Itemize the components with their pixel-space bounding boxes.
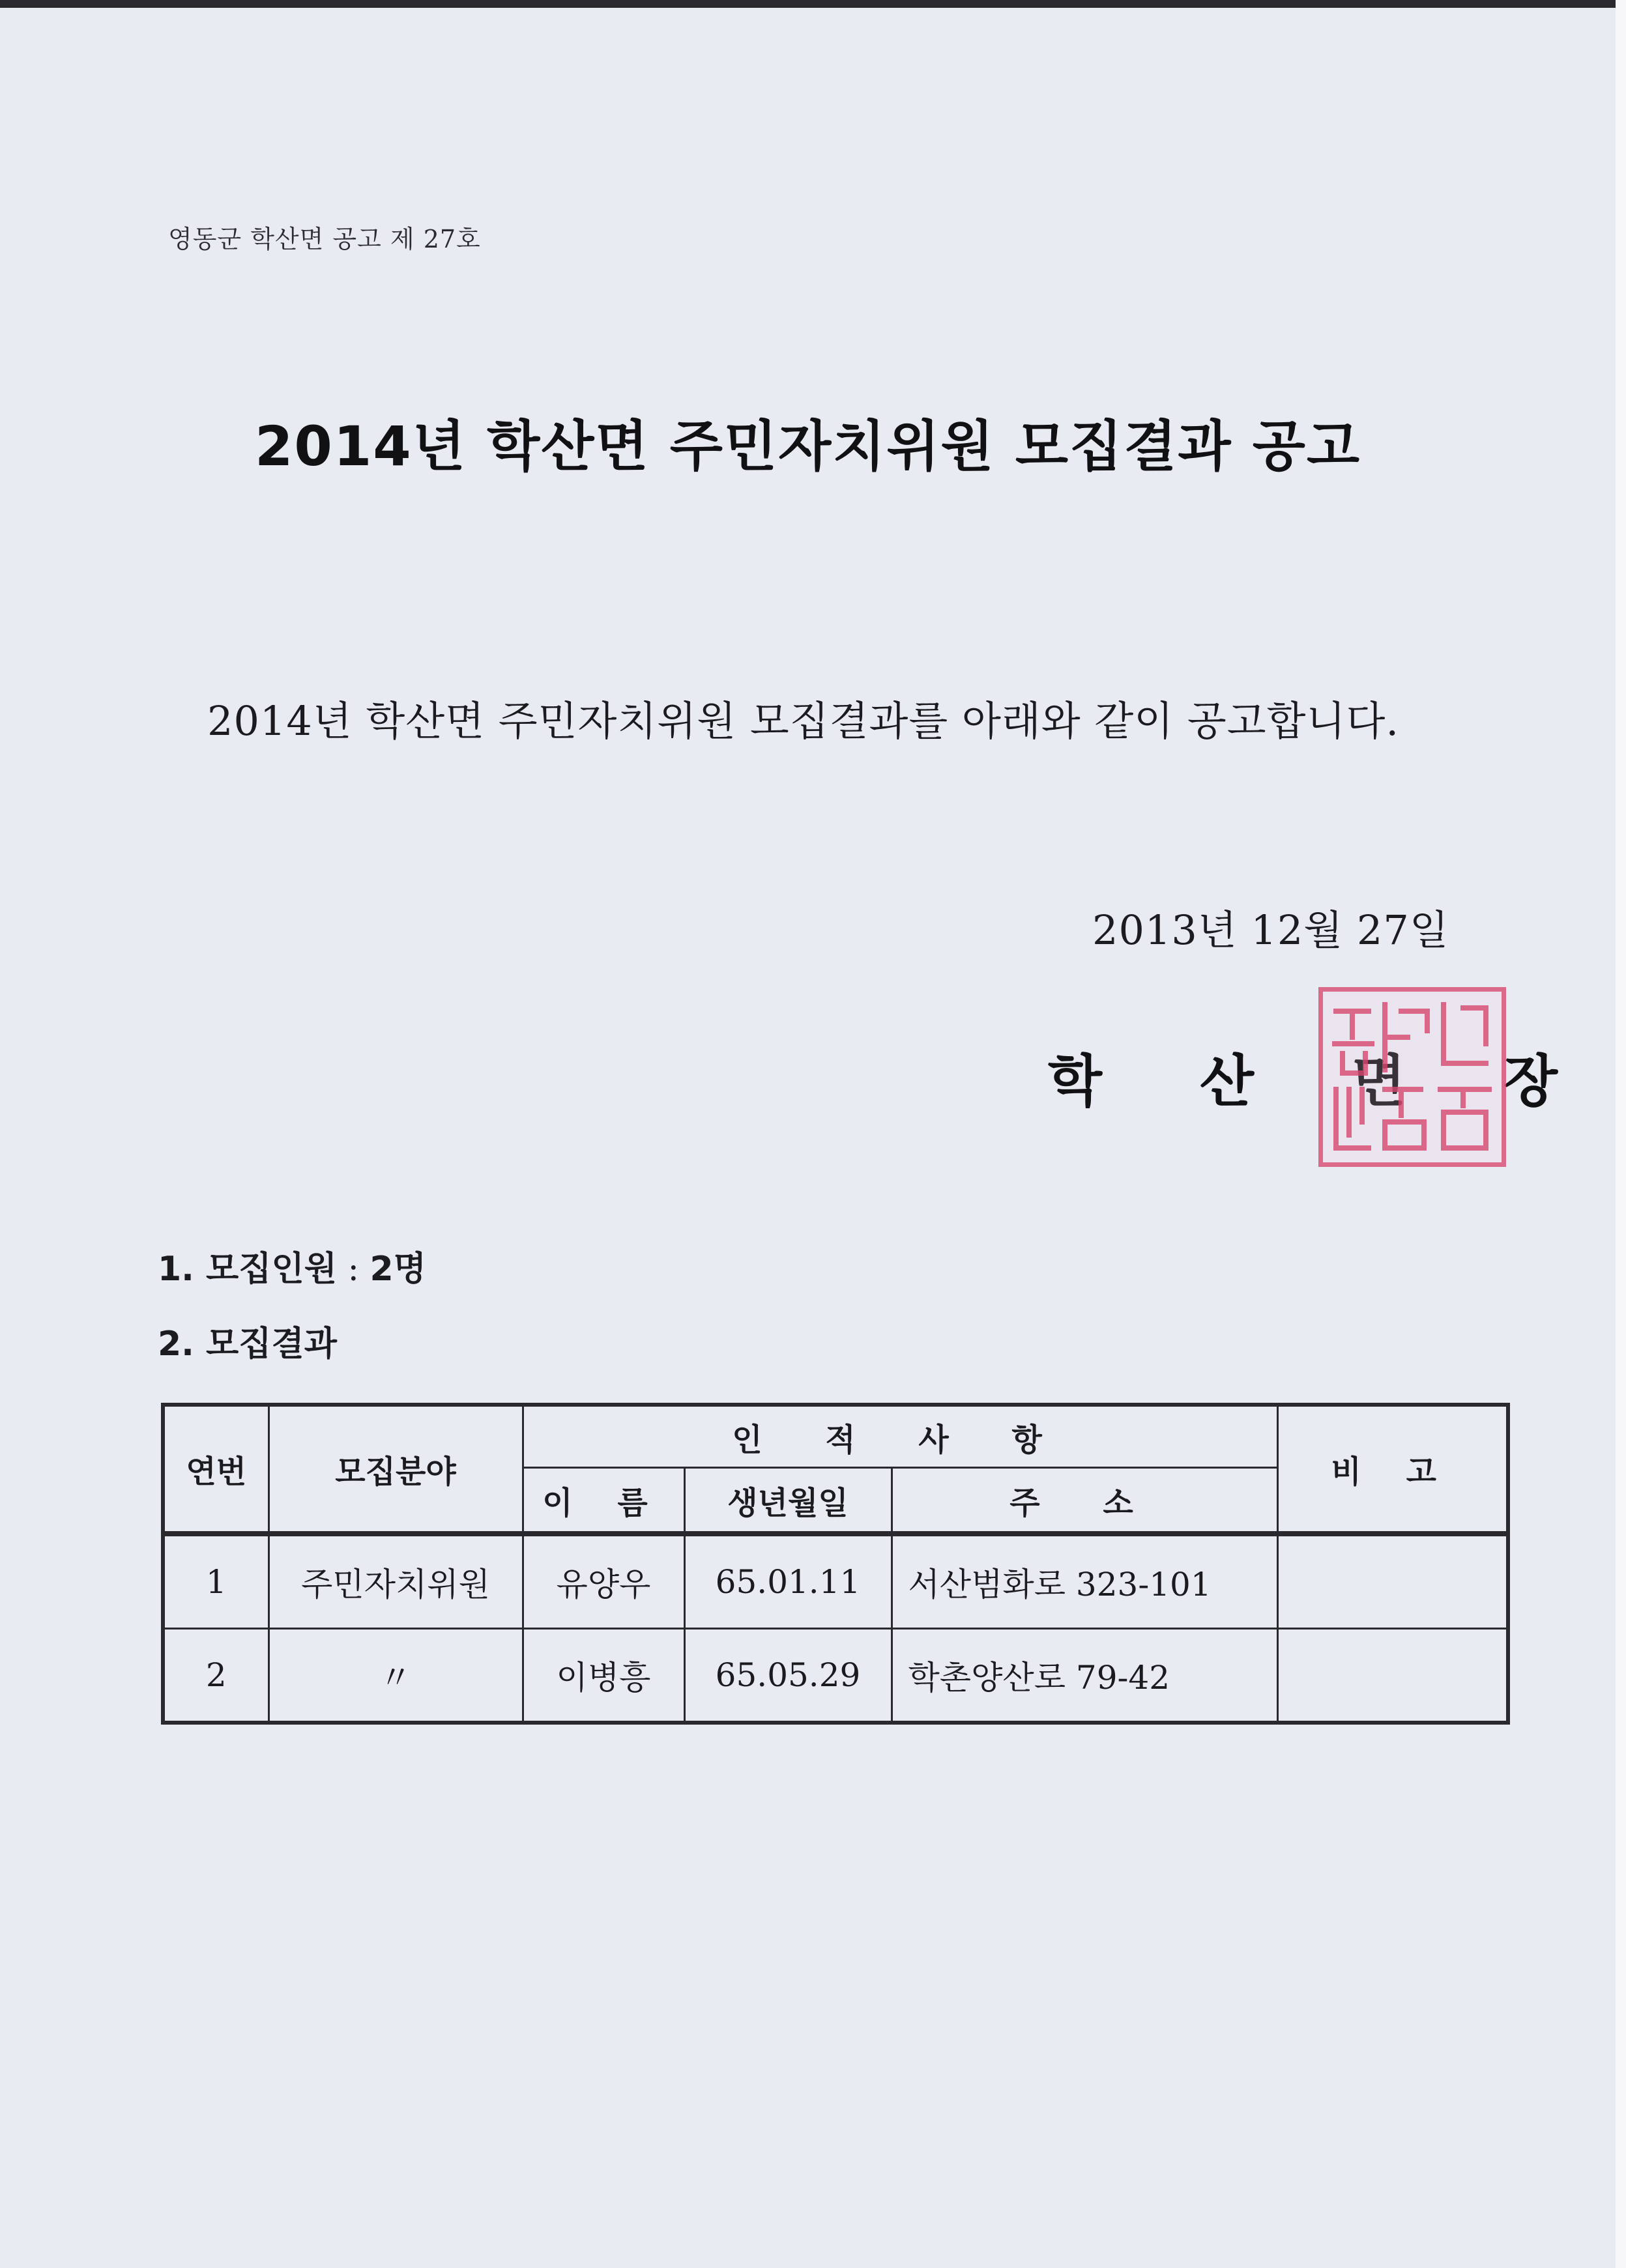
cell-note (1277, 1629, 1508, 1723)
cell-note (1277, 1534, 1508, 1629)
scan-top-edge (0, 0, 1626, 8)
header-birth: 생년월일 (684, 1468, 892, 1534)
cell-birth: 65.05.29 (684, 1629, 892, 1723)
notice-number: 영동군 학산면 공고 제 27호 (168, 225, 481, 253)
results-table (161, 1403, 1510, 1725)
document-title: 2014년 학산면 주민자치위원 모집결과 공고 (254, 414, 1361, 478)
cell-address: 학촌양산로 79-42 (892, 1629, 1277, 1723)
cell-no: 1 (163, 1534, 269, 1629)
body-text: 2014년 학산면 주민자치위원 모집결과를 아래와 같이 공고합니다. (207, 697, 1400, 745)
cell-no: 2 (163, 1629, 269, 1723)
header-no: 연번 (163, 1405, 269, 1534)
cell-birth: 65.01.11 (684, 1534, 892, 1629)
header-name: 이 름 (523, 1468, 684, 1534)
signer-name: 학 산 면 장 (1048, 1049, 1597, 1114)
recruit-count-value: 2명 (370, 1250, 426, 1289)
scan-right-edge (1616, 0, 1626, 2268)
recruit-result-label: 2. 모집결과 (158, 1325, 337, 1364)
header-field: 모집분야 (269, 1405, 523, 1534)
official-seal-icon (1318, 987, 1506, 1167)
recruit-count (158, 1241, 426, 1290)
header-note: 비 고 (1277, 1405, 1508, 1534)
recruit-count-label: 1. 모집인원 (158, 1250, 337, 1289)
cell-name: 이병흥 (523, 1629, 684, 1723)
recruit-result (158, 1316, 337, 1365)
header-address: 주 소 (892, 1468, 1277, 1534)
cell-field: 주민자치위원 (269, 1534, 523, 1629)
cell-address: 서산범화로 323-101 (892, 1534, 1277, 1629)
document-date: 2013년 12월 27일 (1092, 906, 1449, 954)
cell-field: 〃 (269, 1629, 523, 1723)
table-row (163, 1534, 1508, 1629)
cell-name: 유양우 (523, 1534, 684, 1629)
recruit-count-separator: : (336, 1250, 370, 1289)
table-row (163, 1629, 1508, 1723)
header-personal-info: 인 적 사 항 (523, 1405, 1277, 1468)
